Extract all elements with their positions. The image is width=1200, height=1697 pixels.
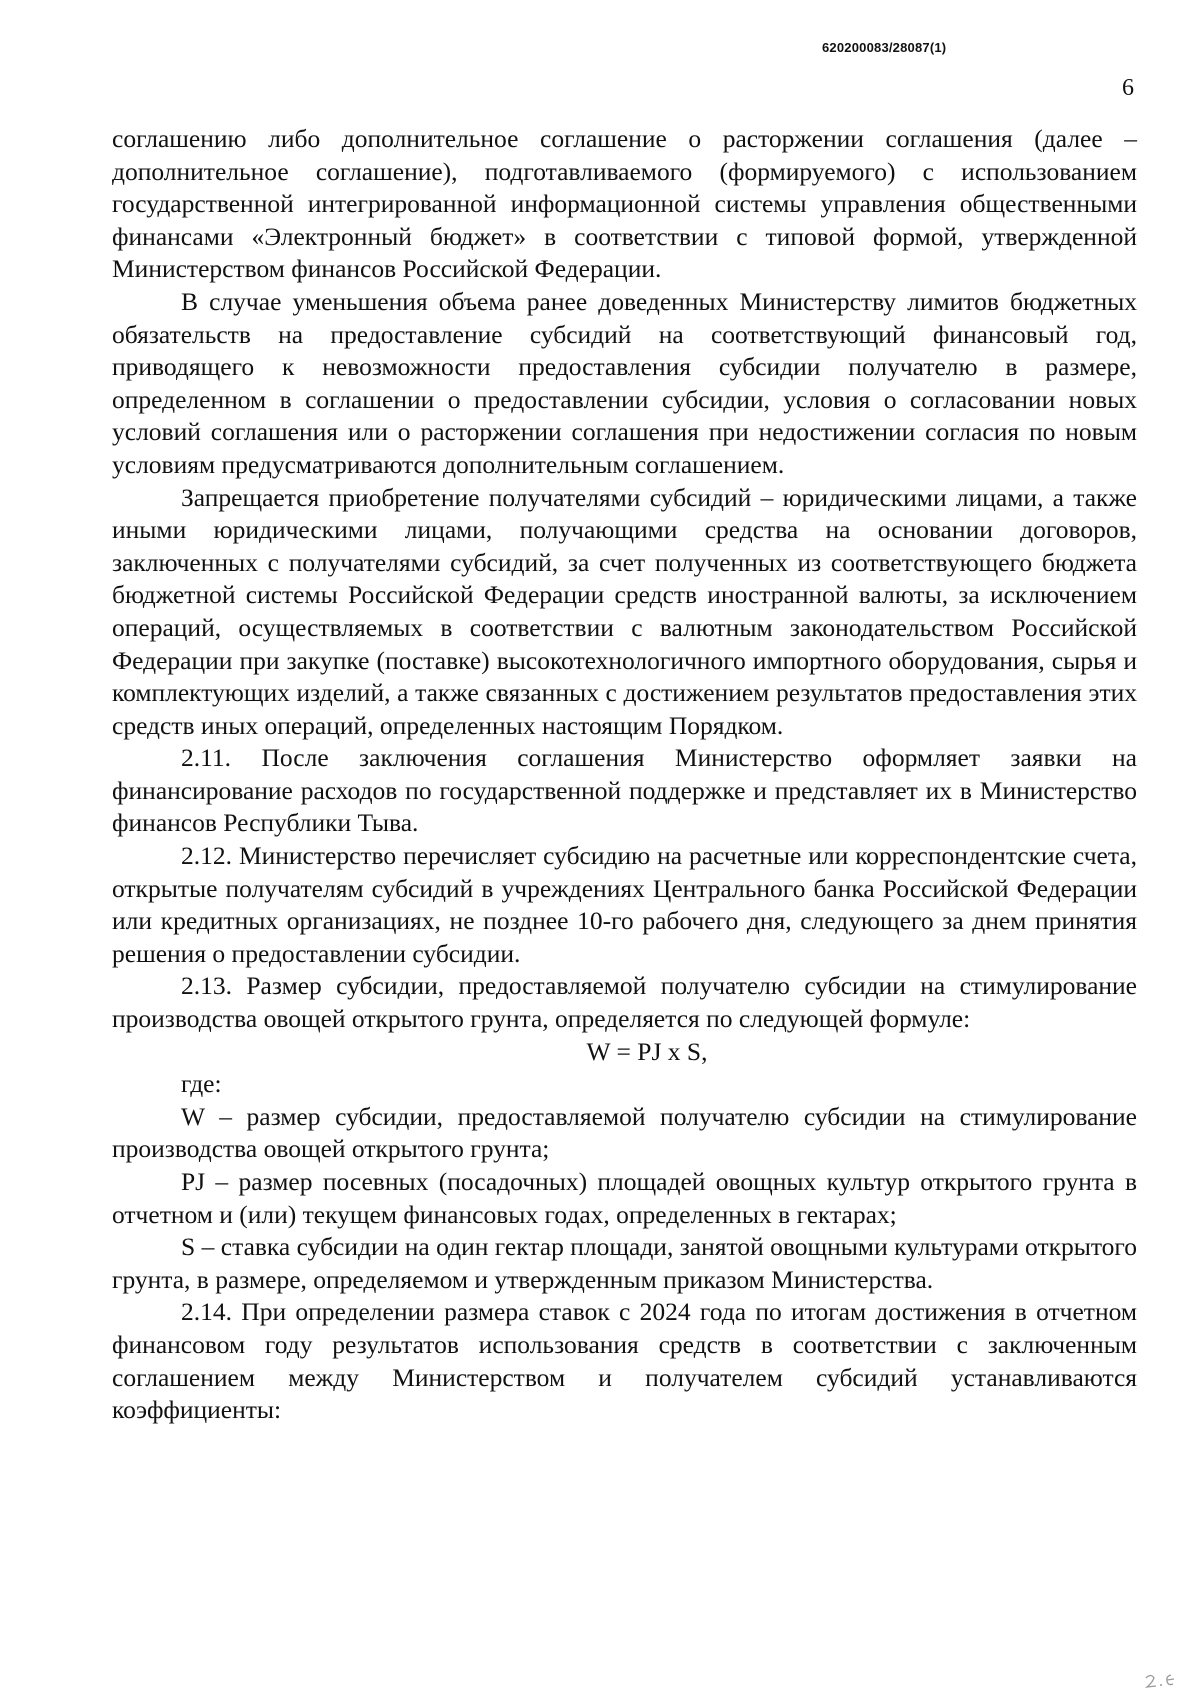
formula-where-label: где: <box>181 1069 222 1099</box>
definition-w: W – размер субсидии, предоставляемой получателю субсидии на стимулирование производства овощей открытого грунта; <box>112 1101 1137 1164</box>
paragraph-continuation: соглашению либо дополнительное соглашение о расторжении соглашения (далее – дополнительное соглашение), подготавливаемого (формируемого) с использованием государственной интегрированной информационной системы управления общественными финансами «Электронный бюджет» в соответствии с типовой формой, утвержденной Министерством финансов Российской Федерации. <box>112 124 1137 284</box>
definition-pj: PJ – размер посевных (посадочных) площадей овощных культур открытого грунта в отчетном и (или) текущем финансовых годах, определенных в гектарах; <box>112 1167 1137 1229</box>
document-registration-number: 620200083/28087(1) <box>822 40 947 55</box>
paragraph-2-14: 2.14. При определении размера ставок с 2024 года по итогам достижения в отчетном финансовом году результатов использования средств в соответствии с заключенным соглашением между Министерством и получателем субсидий устанавливаются коэффициенты: <box>112 1297 1137 1425</box>
subsidy-formula: W = PJ x S, <box>586 1036 708 1066</box>
handwritten-initials-mark <box>1143 1672 1181 1690</box>
document-body <box>112 123 1137 1427</box>
definition-s: S – ставка субсидии на один гектар площади, занятой овощными культурами открытого грунта, в размере, определяемом и утвержденным приказом Министерства. <box>112 1232 1137 1294</box>
paragraph-currency-prohibition: Запрещается приобретение получателями субсидий – юридическими лицами, а также иными юридическими лицами, получающими средства на основании договоров, заключенных с получателями субсидий, за счет полученных из соответствующего бюджета бюджетной системы Российской Федерации средств иностранной валюты, за исключением операций, осуществляемых в соответствии с валютным законодательством Российской Федерации при закупке (поставке) высокотехнологичного импортного оборудования, сырья и комплектующих изделий, а также связанных с достижением результатов предоставления этих средств иных операций, определенных настоящим Порядком. <box>112 482 1137 740</box>
paragraph-2-13: 2.13. Размер субсидии, предоставляемой получателю субсидии на стимулирование производства овощей открытого грунта, определяется по следующей формуле: <box>112 971 1137 1034</box>
paragraph-limits-reduction: В случае уменьшения объема ранее доведенных Министерству лимитов бюджетных обязательств на предоставление субсидий на соответствующий финансовый год, приводящего к невозможности предоставления субсидии получателю в размере, определенном в соглашении о предоставлении субсидии, условия о согласовании новых условий соглашения или о расторжении соглашения при недостижении согласия по новым условиям предусматриваются дополнительным соглашением. <box>112 286 1137 479</box>
page-number: 6 <box>1122 75 1134 101</box>
paragraph-2-12: 2.12. Министерство перечисляет субсидию на расчетные или корреспондентские счета, открытые получателям субсидий в учреждениях Центрального банка Российской Федерации или кредитных организациях, не позднее 10-го рабочего дня, следующего за днем принятия решения о предоставлении субсидии. <box>112 841 1137 968</box>
paragraph-2-11: 2.11. После заключения соглашения Министерство оформляет заявки на финансирование расходов по государственной поддержке и представляет их в Министерство финансов Республики Тыва. <box>112 743 1137 838</box>
